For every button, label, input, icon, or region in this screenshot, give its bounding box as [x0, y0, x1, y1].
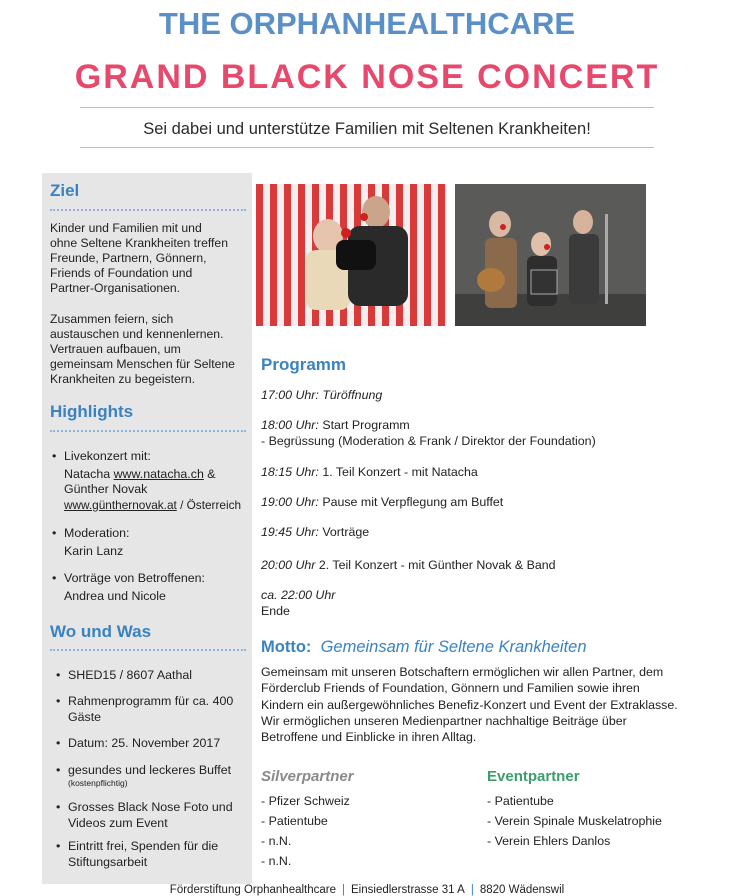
- divider-bottom: [80, 147, 654, 148]
- footer: Förderstiftung Orphanhealthcare | Einsiedlerstrasse 31 A | 8820 Wädenswil: [169, 884, 565, 896]
- photo-clown-couple: [256, 184, 447, 326]
- wo-item-location: • SHED15 / 8607 Aathal: [56, 668, 192, 682]
- ziel-divider: [50, 209, 246, 211]
- bullet-dot: •: [56, 736, 61, 750]
- photo-clown-couple-illustration: [256, 184, 447, 326]
- guenther-novak-link[interactable]: www.günthernovak.at: [64, 497, 177, 512]
- wo-item-entry: • Eintritt frei, Spenden für die Stiftungsarbeit: [56, 839, 219, 869]
- wo-item-buffet: • gesundes und leckeres Buffet (kostenpflichtig): [56, 763, 232, 788]
- ziel-paragraph-2: Zusammen feiern, sich austauschen und kennenlernen. Vertrauen aufbauen, um gemeinsam Menschen für Seltene Krankheiten zu begeistern.: [50, 312, 235, 386]
- motto-heading: Motto: Gemeinsam für Seltene Krankheiten: [261, 638, 587, 656]
- list-item: - Patientube: [487, 794, 554, 808]
- natacha-link[interactable]: www.natacha.ch: [113, 466, 204, 481]
- bullet-dot: •: [52, 526, 57, 540]
- wo-und-was-divider: [50, 649, 246, 651]
- divider-top: [80, 107, 654, 108]
- wo-item-program: • Rahmenprogramm für ca. 400 Gäste: [56, 694, 234, 724]
- program-entry-5: 19:45 Uhr: Vorträge: [261, 525, 370, 539]
- highlight-item-talks: • Vorträge von Betroffenen: Andrea und Nicole: [52, 571, 205, 603]
- list-item: - n.N.: [261, 854, 292, 868]
- bullet-dot: •: [56, 668, 61, 682]
- bullet-dot: •: [56, 839, 61, 853]
- wo-item-photo: • Grosses Black Nose Foto und Videos zum Event: [56, 800, 233, 830]
- program-entry-1: 17:00 Uhr: Türöffnung: [261, 388, 383, 402]
- silverpartner-list: [261, 791, 350, 871]
- bullet-dot: •: [56, 694, 61, 708]
- bullet-dot: •: [52, 449, 57, 463]
- list-item: - Verein Spinale Muskelatrophie: [487, 814, 662, 828]
- wo-item-date: • Datum: 25. November 2017: [56, 736, 221, 750]
- title-line-2: GRAND BLACK NOSE CONCERT: [74, 58, 660, 96]
- silverpartner-heading: Silverpartner: [261, 768, 354, 785]
- motto-paragraph: Gemeinsam mit unseren Botschaftern ermöglichen wir allen Partner, dem Förderclub Friends of Foundation, Gönnern und Familien sowie ihren Kindern ein außergewöhnliches Benefiz-Konzert und Event der Extraklasse. Wir ermöglichen unseren Medienpartner nachhaltige Beiträge über Betroffene und Einblicke in ihren Alltag.: [261, 665, 678, 745]
- sidebar: [42, 173, 252, 884]
- highlight-item-concert: • Livekonzert mit: Natacha www.natacha.ch & Günther Novak www.günthernovak.at / Österreich: [52, 449, 242, 512]
- list-item: - Pfizer Schweiz: [261, 794, 350, 808]
- ziel-heading: Ziel: [50, 181, 80, 200]
- bullet-dot: •: [56, 763, 61, 777]
- photo-band: [455, 184, 646, 326]
- program-entry-2: 18:00 Uhr: Start Programm - Begrüssung (Moderation & Frank / Direktor der Foundation): [261, 418, 596, 448]
- wo-und-was-heading: Wo und Was: [50, 622, 152, 641]
- list-item: - Verein Ehlers Danlos: [487, 834, 611, 848]
- bullet-dot: •: [52, 571, 57, 585]
- photo-band-illustration: [455, 184, 646, 326]
- eventpartner-heading: Eventpartner: [487, 768, 580, 785]
- highlight-item-moderation: • Moderation: Karin Lanz: [52, 526, 130, 558]
- program-entry-7: ca. 22:00 Uhr Ende: [261, 588, 336, 618]
- bullet-dot: •: [56, 800, 61, 814]
- program-entry-4: 19:00 Uhr: Pause mit Verpflegung am Buffet: [261, 495, 504, 509]
- program-entry-3: 18:15 Uhr: 1. Teil Konzert - mit Natacha: [261, 465, 478, 479]
- eventpartner-list: [487, 791, 662, 851]
- list-item: - n.N.: [261, 834, 292, 848]
- programm-heading: Programm: [261, 355, 347, 374]
- subtitle: Sei dabei und unterstütze Familien mit Seltenen Krankheiten!: [143, 120, 591, 138]
- ziel-paragraph-1: Kinder und Familien mit und ohne Seltene Krankheiten treffen Freunde, Partnern, Gönnern, Friends of Foundation und Partner-Organisationen.: [50, 221, 228, 295]
- highlights-heading: Highlights: [50, 402, 134, 421]
- program-entry-6: 20:00 Uhr 2. Teil Konzert - mit Günther Novak & Band: [261, 558, 556, 572]
- highlights-divider: [50, 430, 246, 432]
- list-item: - Patientube: [261, 814, 328, 828]
- title-line-1: THE ORPHANHEALTHCARE: [158, 6, 576, 41]
